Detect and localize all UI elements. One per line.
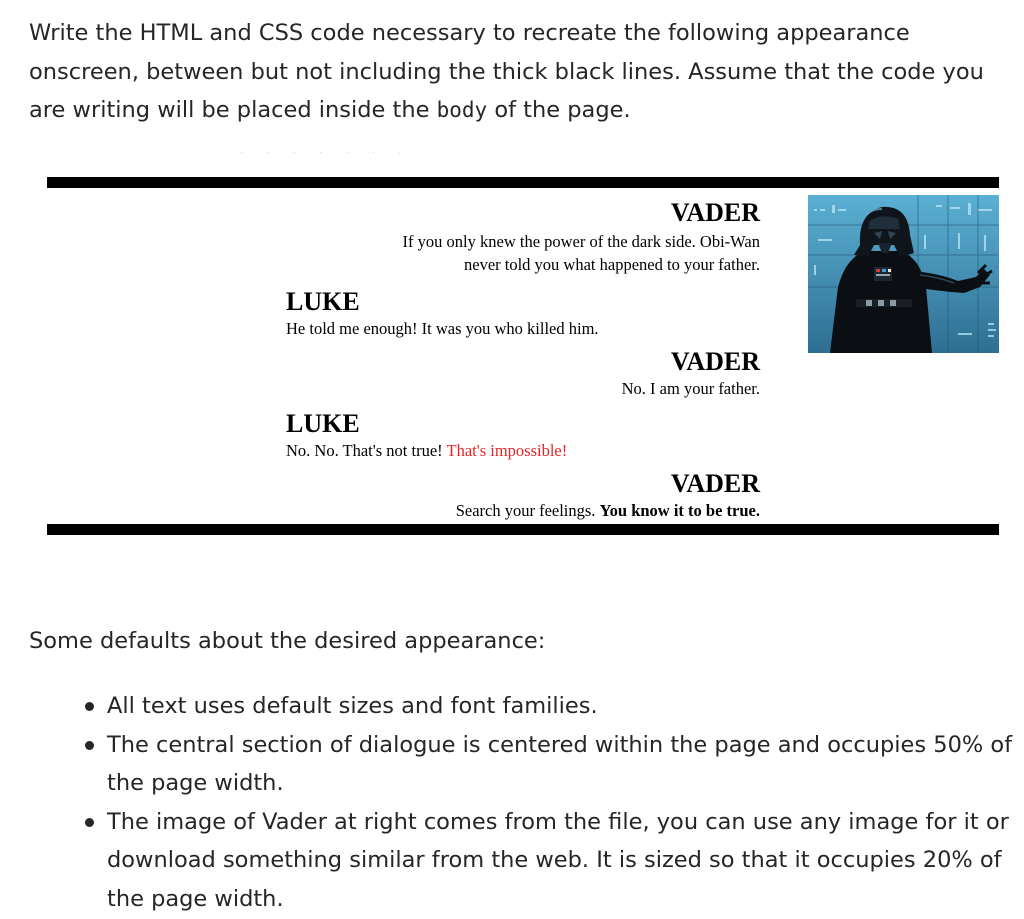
vader-line-3-plain: Search your feelings. — [455, 501, 600, 520]
vader-line-2: No. I am your father. — [621, 379, 760, 398]
defaults-item: All text uses default sizes and font families. — [107, 687, 1019, 726]
body-code-term: body — [436, 98, 488, 122]
vader-line-3-bold: You know it to be true. — [599, 501, 760, 520]
luke-line-2-plain: No. No. That's not true! — [286, 441, 447, 460]
luke-line-2-red: That's impossible! — [446, 441, 568, 460]
defaults-heading: Some defaults about the desired appearance: — [29, 628, 546, 654]
defaults-list — [107, 687, 1019, 918]
top-thick-rule — [47, 177, 999, 188]
speaker-vader-1: VADER — [670, 198, 760, 227]
faint-artifact-text: · · · · · · · — [240, 148, 412, 159]
vader-line-1a: If you only knew the power of the dark side. Obi-Wan — [402, 232, 760, 251]
speaker-vader-2: VADER — [670, 347, 760, 376]
speaker-vader-3: VADER — [670, 469, 760, 498]
speaker-luke-2: LUKE — [286, 409, 360, 438]
defaults-item: The central section of dialogue is centered within the page and occupies 50% of the page width. — [107, 726, 1019, 803]
luke-line-1: He told me enough! It was you who killed him. — [286, 319, 599, 338]
bottom-thick-rule — [47, 524, 999, 535]
instructions-text-1: Write the HTML and CSS code necessary to recreate the following appearance onscreen, between but not including the thick black lines. Assume that the code you are writing will be placed inside the — [29, 20, 984, 123]
vader-line-3 — [286, 499, 760, 522]
instructions-text-2: of the page. — [487, 97, 631, 123]
vader-illustration — [808, 195, 999, 353]
darth-vader-image — [808, 195, 999, 353]
defaults-item: The image of Vader at right comes from the file, you can use any image for it or download something similar from the web. It is sized so that it occupies 20% of the page width. — [107, 803, 1019, 919]
luke-line-2 — [286, 439, 760, 462]
instructions-paragraph — [29, 14, 1019, 130]
dialogue-section — [286, 198, 760, 522]
vader-line-1b: never told you what happened to your father. — [464, 255, 760, 274]
speaker-luke-1: LUKE — [286, 287, 360, 316]
